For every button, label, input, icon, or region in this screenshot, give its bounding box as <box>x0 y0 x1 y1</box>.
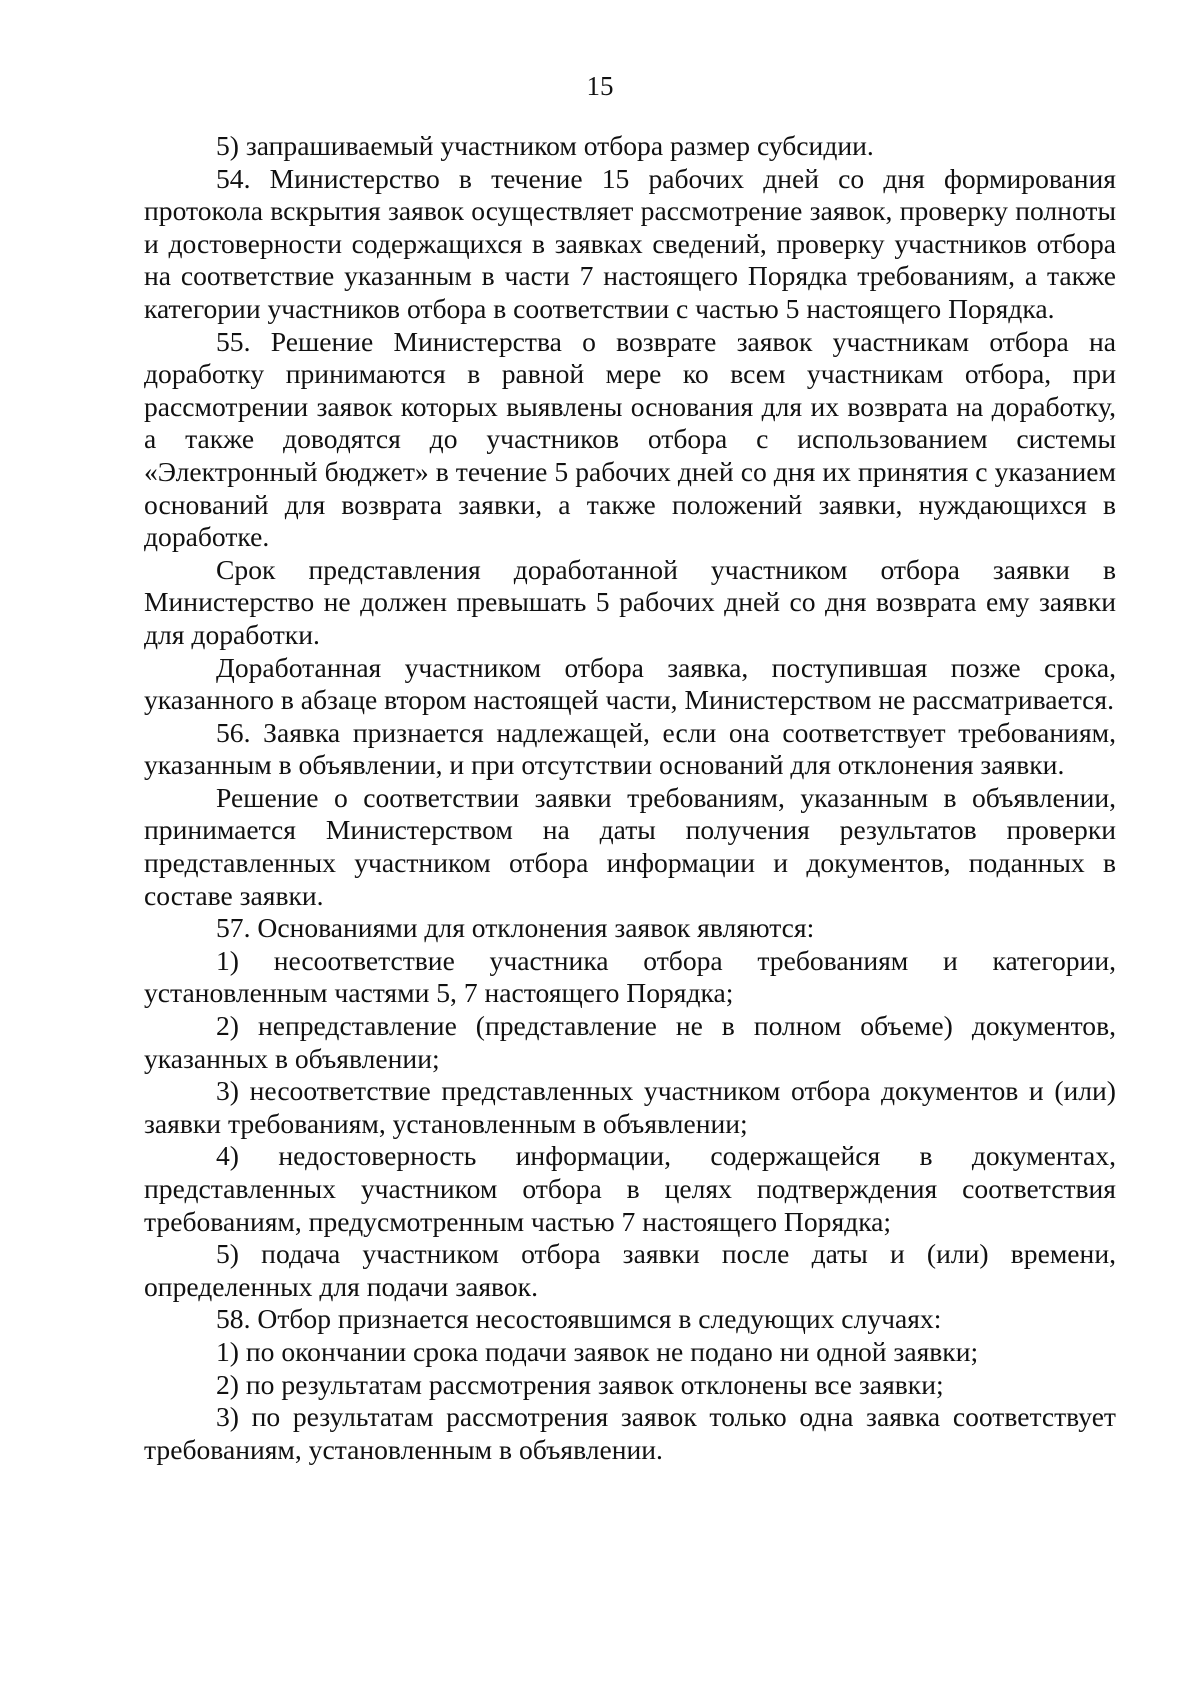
page-number: 15 <box>586 71 614 101</box>
paragraph-58: 58. Отбор признается несостоявшимся в следующих случаях: <box>216 1303 942 1335</box>
paragraph-57-item-2: 2) непредставление (представление не в полном объеме) документов, указанных в объявлении; <box>144 1010 1116 1074</box>
paragraph-58-item-2: 2) по результатам рассмотрения заявок отклонены все заявки; <box>216 1368 944 1400</box>
paragraph-58-item-1: 1) по окончании срока подачи заявок не подано ни одной заявки; <box>216 1335 979 1367</box>
paragraph-56-decision: Решение о соответствии заявки требованиям, указанным в объявлении, принимается Министерством на даты получения результатов проверки представленных участником отбора информации и документов, поданных в составе заявки. <box>144 781 1116 911</box>
paragraph-subsidy-amount: 5) запрашиваемый участником отбора размер субсидии. <box>216 130 874 161</box>
paragraph-57-item-4: 4) недостоверность информации, содержащейся в документах, представленных участником отбора в целях подтверждения соответствия требованиям, предусмотренным частью 7 настоящего Порядка; <box>144 1140 1116 1237</box>
paragraph-55: 55. Решение Министерства о возврате заявок участникам отбора на доработку принимаются в равной мере ко всем участникам отбора, при рассмотрении заявок которых выявлены основания для их возврата на доработку, а также доводятся до участников отбора с использованием системы «Электронный бюджет» в течение 5 рабочих дней со дня их принятия с указанием оснований для возврата заявки, а также положений заявки, нуждающихся в доработке. <box>144 325 1116 553</box>
document-body <box>144 130 1116 1466</box>
paragraph-57: 57. Основаниями для отклонения заявок являются: <box>216 912 815 944</box>
paragraph-58-item-3: 3) по результатам рассмотрения заявок только одна заявка соответствует требованиям, установленным в объявлении. <box>144 1401 1116 1465</box>
paragraph-54: 54. Министерство в течение 15 рабочих дней со дня формирования протокола вскрытия заявок осуществляет рассмотрение заявок, проверку полноты и достоверности содержащихся в заявках сведений, проверку участников отбора на соответствие указанным в части 7 настоящего Порядка требованиям, а также категории участников отбора в соответствии с частью 5 настоящего Порядка. <box>144 162 1116 324</box>
paragraph-57-item-5: 5) подача участником отбора заявки после даты и (или) времени, определенных для подачи заявок. <box>144 1238 1116 1302</box>
paragraph-57-item-3: 3) несоответствие представленных участником отбора документов и (или) заявки требованиям, установленным в объявлении; <box>144 1075 1116 1139</box>
paragraph-57-item-1: 1) несоответствие участника отбора требованиям и категории, установленным частями 5, 7 настоящего Порядка; <box>144 944 1116 1009</box>
paragraph-56: 56. Заявка признается надлежащей, если она соответствует требованиям, указанным в объявлении, и при отсутствии оснований для отклонения заявки. <box>144 716 1116 781</box>
paragraph-55-late: Доработанная участником отбора заявка, поступившая позже срока, указанного в абзаце втором настоящей части, Министерством не рассматривается. <box>144 651 1116 716</box>
paragraph-55-deadline: Срок представления доработанной участником отбора заявки в Министерство не должен превышать 5 рабочих дней со дня возврата ему заявки для доработки. <box>144 553 1116 650</box>
